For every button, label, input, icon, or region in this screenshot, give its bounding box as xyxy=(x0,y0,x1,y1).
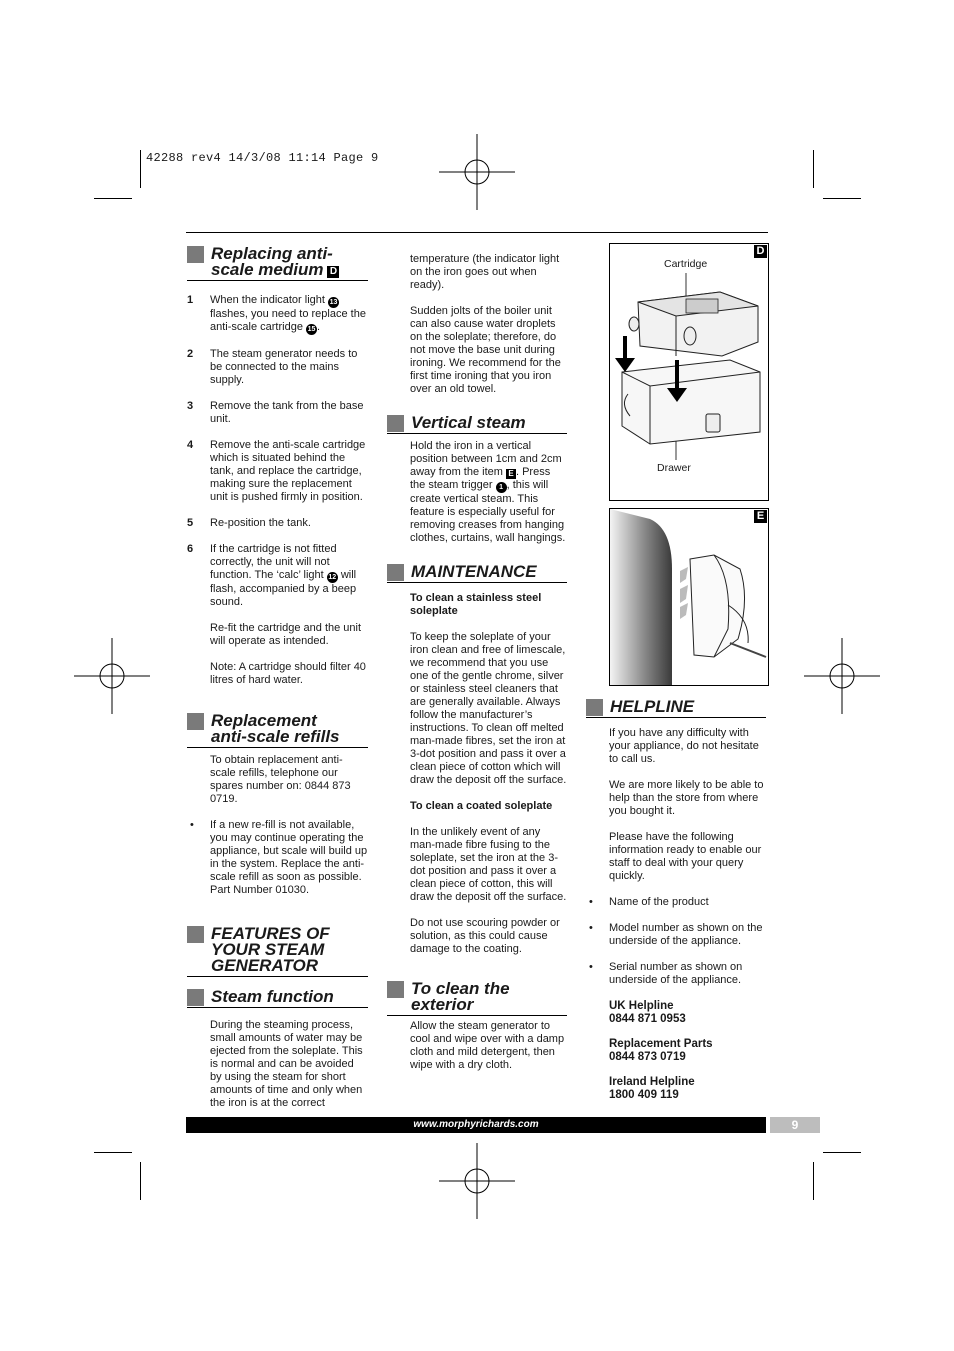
heading-square-icon xyxy=(387,415,404,432)
footer-bar xyxy=(186,1117,766,1133)
vertical-steam-heading: Vertical steam xyxy=(387,415,567,434)
crop-mark xyxy=(813,150,814,188)
features-heading: FEATURES OF YOUR STEAM GENERATOR xyxy=(187,926,368,977)
parts-title: Replacement Parts xyxy=(609,1038,713,1050)
heading-square-icon xyxy=(586,699,603,716)
uk-helpline-number: 0844 871 0953 xyxy=(609,1013,686,1025)
crop-mark xyxy=(140,150,141,188)
heading-square-icon xyxy=(187,246,204,263)
list-item: 1 When the indicator light 13 flashes, you need to replace the anti-scale cartridge 15 . xyxy=(187,294,366,333)
indicator-light-icon: 13 xyxy=(329,299,338,306)
calc-light-icon: 12 xyxy=(328,574,337,581)
figure-d xyxy=(609,243,769,501)
vertical-steam-text: Hold the iron in a vertical position between 1cm and 2cm away from the item E . Press the steam trigger 1 , this will create vertical steam. This feature is especially useful for removing creases from hanging clothes, curtains, wall hangings. xyxy=(410,440,566,544)
helpline-heading: HELPLINE xyxy=(586,699,766,718)
stainless-text: To keep the soleplate of your iron clean and free of limescale, we recommend that you use one of the gentle chrome, silver or stainless steel cleaners that are generally available. Always follow the manufacturer’s instructions. To clean off melted man-made fibres, set the iron at 3-dot position and pass it over a clean piece of cotton which will draw the deposit off the surface. xyxy=(410,631,567,786)
crop-mark xyxy=(823,198,861,199)
scouring-text: Do not use scouring powder or solution, as this could cause damage to the coating. xyxy=(410,917,560,955)
coated-title: To clean a coated soleplate xyxy=(410,800,553,812)
figure-d-label: D xyxy=(754,245,767,258)
crop-mark xyxy=(813,1162,814,1200)
crop-mark xyxy=(94,198,132,199)
cartridge-label: Cartridge xyxy=(664,258,708,270)
list-item: 6 If the cartridge is not fitted correctly, the unit will not function. The ‘calc’ light 12 will flash, accompanied by a beep sound. xyxy=(187,543,357,608)
list-item: 4 Remove the anti-scale cartridge which is situated behind the tank, and replace the cartridge, making sure the replacement unit is pushed firmly in position. xyxy=(187,439,366,503)
stainless-title: To clean a stainless steel soleplate xyxy=(410,592,542,617)
jolts-text: Sudden jolts of the boiler unit can also cause water droplets on the soleplate; therefore, do not move the base unit during ironing. We recommend for the first time ironing that you iron over an old towel. xyxy=(410,305,561,395)
helpline-store: We are more likely to be able to help than the store from where you bought it. xyxy=(609,779,764,817)
list-item: 2 The steam generator needs to be connected to the mains supply. xyxy=(187,348,358,386)
figure-d-tag: D xyxy=(327,266,339,278)
registration-mark-icon xyxy=(804,638,880,714)
uk-helpline-title: UK Helpline xyxy=(609,1000,674,1012)
heading-square-icon xyxy=(387,981,404,998)
list-item: • Model number as shown on the underside of the appliance. xyxy=(589,922,763,947)
registration-mark-icon xyxy=(74,638,150,714)
heading-square-icon xyxy=(187,713,204,730)
crop-mark xyxy=(140,1162,141,1200)
list-item: 3 Remove the tank from the base unit. xyxy=(187,400,364,425)
vertical-steam-illustration xyxy=(610,509,768,685)
cartridge-drawer-illustration xyxy=(610,244,768,500)
exterior-text: Allow the steam generator to cool and wipe over with a damp cloth and mild detergent, then wipe with a dry cloth. xyxy=(410,1020,565,1071)
drawer-label: Drawer xyxy=(657,462,691,474)
maintenance-heading: MAINTENANCE xyxy=(387,564,567,583)
list-item: • Serial number as shown on underside of the appliance. xyxy=(589,961,743,986)
crop-mark xyxy=(94,1152,132,1153)
steam-function-heading: Steam function xyxy=(187,989,368,1008)
note-text: Note: A cartridge should filter 40 litres of hard water. xyxy=(210,661,366,686)
cartridge-icon: 15 xyxy=(307,326,316,333)
exterior-heading: To clean the exterior xyxy=(387,981,567,1016)
registration-mark-icon xyxy=(439,134,515,210)
replacing-heading: Replacing anti- scale medium D xyxy=(187,246,368,281)
website-link[interactable]: www.morphyrichards.com xyxy=(413,1119,539,1130)
heading-square-icon xyxy=(187,989,204,1006)
column-1 xyxy=(187,246,368,1123)
page-number: 9 xyxy=(770,1117,820,1133)
top-rule xyxy=(186,232,768,233)
heading-square-icon xyxy=(187,926,204,943)
figure-e-label: E xyxy=(754,510,767,523)
refills-text: To obtain replacement anti-scale refills, telephone our spares number on: 0844 873 0719. xyxy=(210,754,351,805)
refit-text: Re-fit the cartridge and the unit will operate as intended. xyxy=(210,622,362,647)
helpline-info: Please have the following information ready to enable our staff to deal with your query quickly. xyxy=(609,831,762,882)
steam-function-text: During the steaming process, small amounts of water may be ejected from the soleplate. This is normal and can be avoided by using the steam for short amounts of time and only when the iron is at the correct xyxy=(210,1019,363,1109)
ireland-helpline-number: 1800 409 119 xyxy=(609,1089,679,1101)
refills-bullet: • If a new re-fill is not available, you may continue operating the appliance, but scale will build up in the system. Replace the anti-scale refill as soon as possible. xyxy=(190,819,368,883)
ireland-helpline-title: Ireland Helpline xyxy=(609,1076,695,1088)
temperature-text: temperature (the indicator light on the iron goes out when ready). xyxy=(410,253,560,291)
helpline-intro: If you have any difficulty with your appliance, do not hesitate to call us. xyxy=(609,727,759,765)
figure-e-tag: E xyxy=(506,469,516,479)
print-slug: 42288 rev4 14/3/08 11:14 Page 9 xyxy=(146,151,379,165)
crop-mark xyxy=(823,1152,861,1153)
registration-mark-icon xyxy=(439,1143,515,1219)
coated-text: In the unlikely event of any man-made fibre fusing to the soleplate, set the iron at the 3- dot position and pass it over a clean piece of cotton, this will draw the deposit off the surface. xyxy=(410,826,567,903)
part-number: Part Number 01030. xyxy=(210,884,310,896)
column-2 xyxy=(387,253,567,1085)
list-item: • Name of the product xyxy=(589,896,709,908)
figure-e xyxy=(609,508,769,686)
refills-heading: Replacement anti-scale refills xyxy=(187,713,368,748)
column-3 xyxy=(586,699,766,1102)
steam-trigger-icon: 1 xyxy=(496,482,507,493)
heading-square-icon xyxy=(387,564,404,581)
parts-number: 0844 873 0719 xyxy=(609,1051,686,1063)
list-item: 5 Re-position the tank. xyxy=(187,517,311,529)
